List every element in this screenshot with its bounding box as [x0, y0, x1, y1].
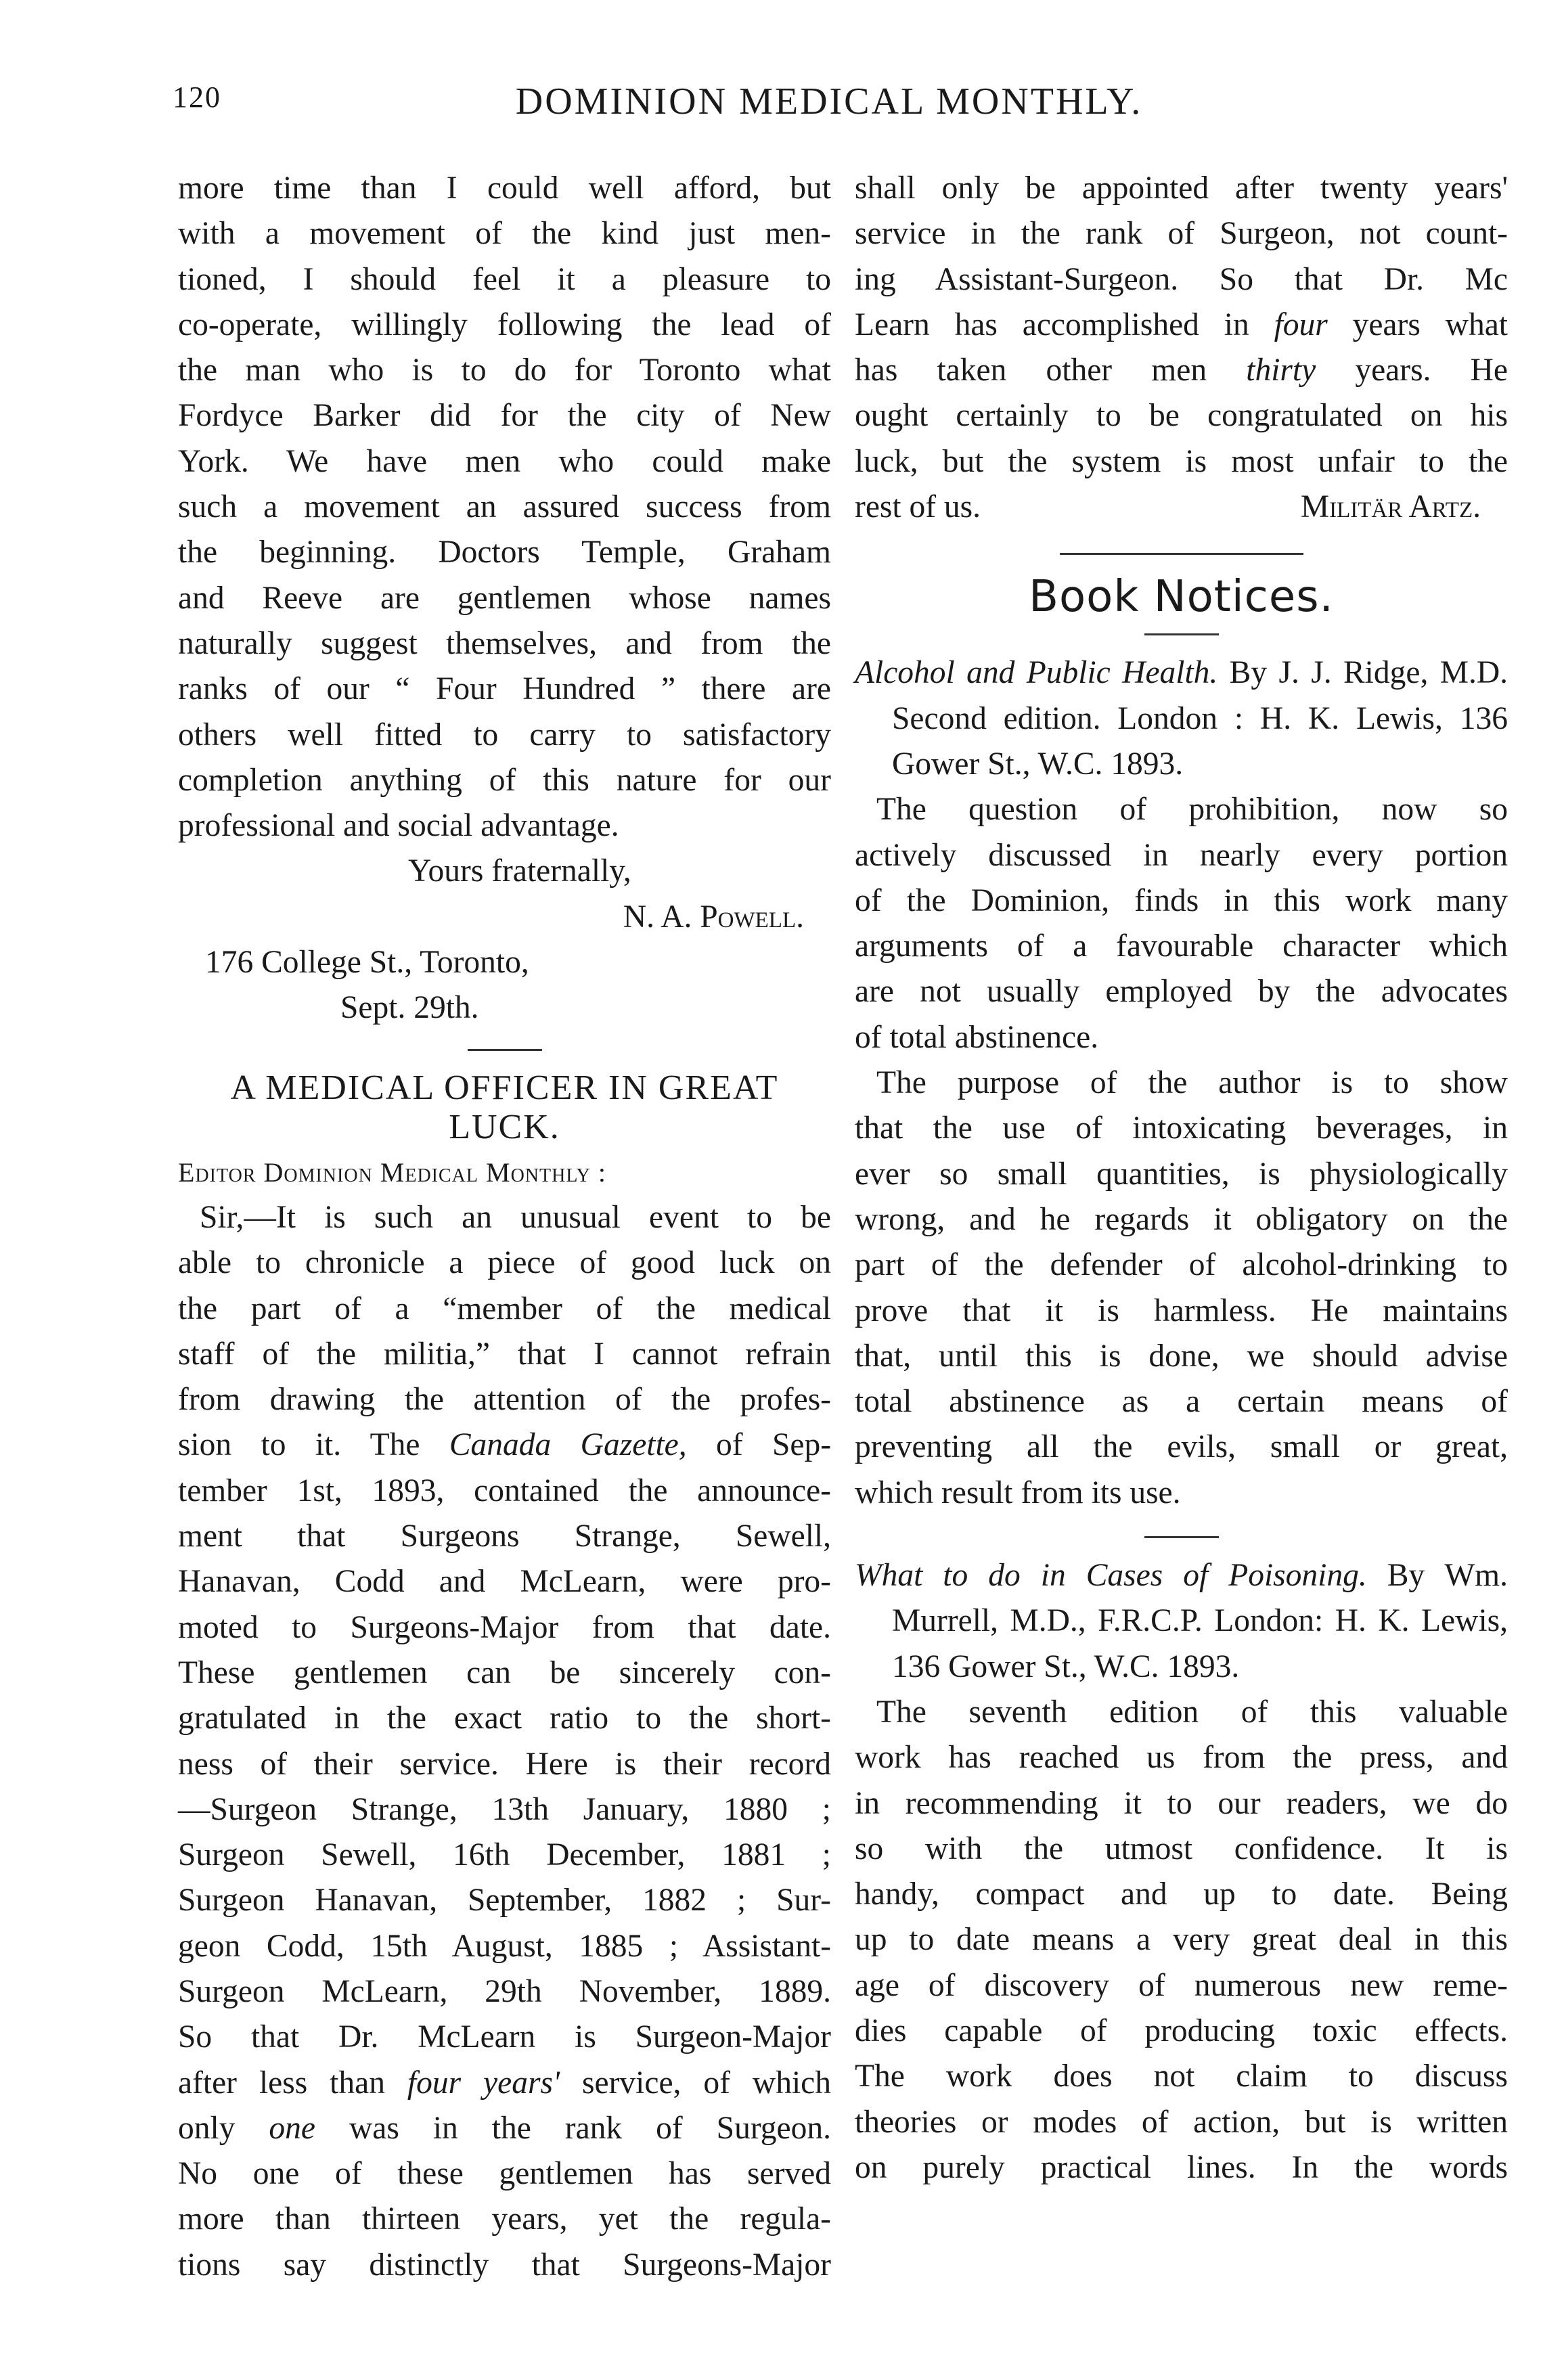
letter-salutation: Editor Dominion Medical Monthly : [178, 1157, 606, 1188]
text-line: that, until this is done, we should advise [855, 1338, 1508, 1374]
left-column [178, 166, 831, 2288]
text-line: handy, compact and up to date. Being [855, 1877, 1508, 1912]
text-line: Surgeon Hanavan, September, 1882 ; Sur- [178, 1883, 831, 1918]
text-line: The work does not claim to discuss [855, 2059, 1508, 2094]
letter-continuation [178, 166, 831, 849]
text-run: was in the rank of Surgeon. [315, 2110, 831, 2146]
text-line: shall only be appointed after twenty years' [855, 171, 1508, 206]
article-title-line: A MEDICAL OFFICER IN GREAT [230, 1068, 779, 1107]
text-line: with a movement of the kind just men- [178, 216, 831, 252]
book-title: Alcohol and Public Health. [855, 655, 1218, 691]
text-line: such a movement an assured success from [178, 489, 831, 525]
letter-conclusion [855, 166, 1508, 530]
text-line: that the use of intoxicating beverages, in [855, 1110, 1508, 1146]
text-line: geon Codd, 15th August, 1885 ; Assistant- [178, 1928, 831, 1964]
text-line: in recommending it to our readers, we do [855, 1785, 1508, 1821]
text-line: total abstinence as a certain means of [855, 1384, 1508, 1420]
text-line: tioned, I should feel it a pleasure to [178, 261, 831, 297]
text-line: arguments of a favourable character which [855, 928, 1508, 964]
section-divider [468, 1049, 542, 1051]
text-line: wrong, and he regards it obligatory on the [855, 1201, 1508, 1237]
letter-closing: Yours fraternally, [408, 853, 631, 889]
text-run: rest of us. [855, 489, 981, 525]
text-run: only [178, 2110, 269, 2146]
text-line: ness of their service. Here is their record [178, 1746, 831, 1782]
section-divider [1144, 633, 1219, 635]
article-title-line: LUCK. [449, 1107, 560, 1146]
text-line: ought certainly to be congratulated on his [855, 398, 1508, 434]
text-run: after less than [178, 2065, 407, 2101]
text-line: part of the defender of alcohol-drinking to [855, 1247, 1508, 1283]
text-line: So that Dr. McLearn is Surgeon-Major [178, 2019, 831, 2055]
emphasis: one [269, 2110, 316, 2146]
text-line: luck, but the system is most unfair to the [855, 443, 1508, 479]
text-line: from drawing the attention of the profes- [178, 1382, 831, 1418]
text-line: Surgeon Sewell, 16th December, 1881 ; [178, 1837, 831, 1873]
section-divider [1060, 553, 1303, 555]
text-line: more time than I could well afford, but [178, 171, 831, 206]
text-line: on purely practical lines. In the words [855, 2149, 1508, 2185]
text-line: —Surgeon Strange, 13th January, 1880 ; [178, 1791, 831, 1827]
text-line: age of discovery of numerous new reme- [855, 1967, 1508, 2003]
book-citation [855, 1553, 1508, 1690]
text-line: completion anything of this nature for our [178, 762, 831, 798]
text-line: Sir,—It is such an unusual event to be [200, 1199, 831, 1235]
text-line: and Reeve are gentlemen whose names [178, 580, 831, 616]
letter-body [178, 1195, 831, 2288]
text-line: so with the utmost confidence. It is [855, 1831, 1508, 1866]
text-line: able to chronicle a piece of good luck on [178, 1245, 831, 1281]
section-divider [1144, 1536, 1219, 1538]
book-notice [855, 650, 1508, 1516]
letter-signature: Militär Artz. [1300, 489, 1481, 525]
text-line: tions say distinctly that Surgeons-Major [178, 2247, 831, 2283]
text-line [855, 348, 1508, 393]
text-run: years. He [1316, 353, 1508, 388]
text-run: Learn has accomplished in [855, 307, 1274, 342]
text-line: Surgeon McLearn, 29th November, 1889. [178, 1973, 831, 2009]
letter-signature: N. A. Powell. [623, 899, 804, 935]
text-line: ranks of our “ Four Hundred ” there are [178, 671, 831, 707]
emphasis: four years' [407, 2065, 560, 2101]
text-line [178, 2061, 831, 2106]
text-line: of the Dominion, finds in this work many [855, 882, 1508, 918]
page-number: 120 [173, 81, 221, 114]
text-line: prove that it is harmless. He maintains [855, 1293, 1508, 1328]
running-head: DOMINION MEDICAL MONTHLY. [515, 81, 1143, 122]
letter-address: 176 College St., Toronto, [205, 945, 529, 981]
text-line: staff of the militia,” that I cannot refrain [178, 1336, 831, 1372]
book-title: What to do in Cases of Poisoning. [855, 1558, 1367, 1594]
page-header [0, 80, 1564, 141]
text-line: preventing all the evils, small or great, [855, 1429, 1508, 1465]
article-title [178, 1066, 831, 1150]
text-line: the man who is to do for Toronto what [178, 353, 831, 388]
text-line [855, 302, 1508, 348]
text-line: Hanavan, Codd and McLearn, were pro- [178, 1564, 831, 1600]
text-run: sion to it. The [178, 1427, 449, 1463]
text-line: service in the rank of Surgeon, not count- [855, 216, 1508, 252]
text-line: co-operate, willingly following the lead of [178, 307, 831, 342]
emphasis: thirty [1246, 353, 1316, 388]
text-line: ever so small quantities, is physiologically [855, 1156, 1508, 1192]
book-byline: By Wm. Murrell, M.D., F.R.C.P. London: H. K. Lewis, 136 Gower St., W.C. 1893. [892, 1558, 1508, 1684]
text-run: has taken other men [855, 353, 1247, 388]
text-line: more than thirteen years, yet the regula- [178, 2201, 831, 2237]
emphasis: four [1274, 307, 1328, 342]
text-line: work has reached us from the press, and [855, 1740, 1508, 1776]
text-line: Fordyce Barker did for the city of New [178, 398, 831, 434]
text-line: the part of a “member of the medical [178, 1290, 831, 1326]
text-run: of Sep- [686, 1427, 832, 1463]
text-line: The question of prohibition, now so [876, 792, 1508, 828]
text-line: which result from its use. [855, 1475, 1181, 1510]
text-line: tember 1st, 1893, contained the announce- [178, 1473, 831, 1508]
text-line: the beginning. Doctors Temple, Graham [178, 535, 831, 570]
text-line: professional and social advantage. [178, 808, 619, 844]
text-line: others well fitted to carry to satisfactory [178, 717, 831, 753]
text-line: are not usually employed by the advocates [855, 974, 1508, 1010]
text-line: up to date means a very great deal in this [855, 1922, 1508, 1958]
text-line: of total abstinence. [855, 1019, 1099, 1055]
text-line: No one of these gentlemen has served [178, 2156, 831, 2192]
book-notice [855, 1553, 1508, 2191]
text-line: actively discussed in nearly every portion [855, 837, 1508, 873]
book-byline: By J. J. Ridge, M.D. Second edition. London : H. K. Lewis, 136 Gower St., W.C. 1893. [892, 655, 1508, 782]
text-line [855, 485, 1508, 530]
letter-date: Sept. 29th. [340, 990, 479, 1026]
text-line: The seventh edition of this valuable [876, 1694, 1508, 1730]
section-heading: Book Notices. [1029, 572, 1334, 623]
text-line: gratulated in the exact ratio to the short- [178, 1701, 831, 1736]
text-line: These gentlemen can be sincerely con- [178, 1655, 831, 1690]
text-line: The purpose of the author is to show [876, 1065, 1508, 1101]
text-line: York. We have men who could make [178, 443, 831, 479]
book-citation [855, 650, 1508, 787]
text-line: theories or modes of action, but is written [855, 2104, 1508, 2140]
text-run: years what [1327, 307, 1508, 342]
text-line: ing Assistant-Surgeon. So that Dr. Mc [855, 261, 1508, 297]
text-line: ment that Surgeons Strange, Sewell, [178, 1519, 831, 1554]
text-line: moted to Surgeons-Major from that date. [178, 1609, 831, 1645]
publication-title: Canada Gazette, [449, 1427, 687, 1463]
text-line [178, 1422, 831, 1468]
text-line [178, 2106, 831, 2151]
text-line: naturally suggest themselves, and from the [178, 625, 831, 661]
text-line: dies capable of producing toxic effects. [855, 2013, 1508, 2048]
text-run: service, of which [560, 2065, 831, 2101]
right-column [855, 166, 1508, 2191]
